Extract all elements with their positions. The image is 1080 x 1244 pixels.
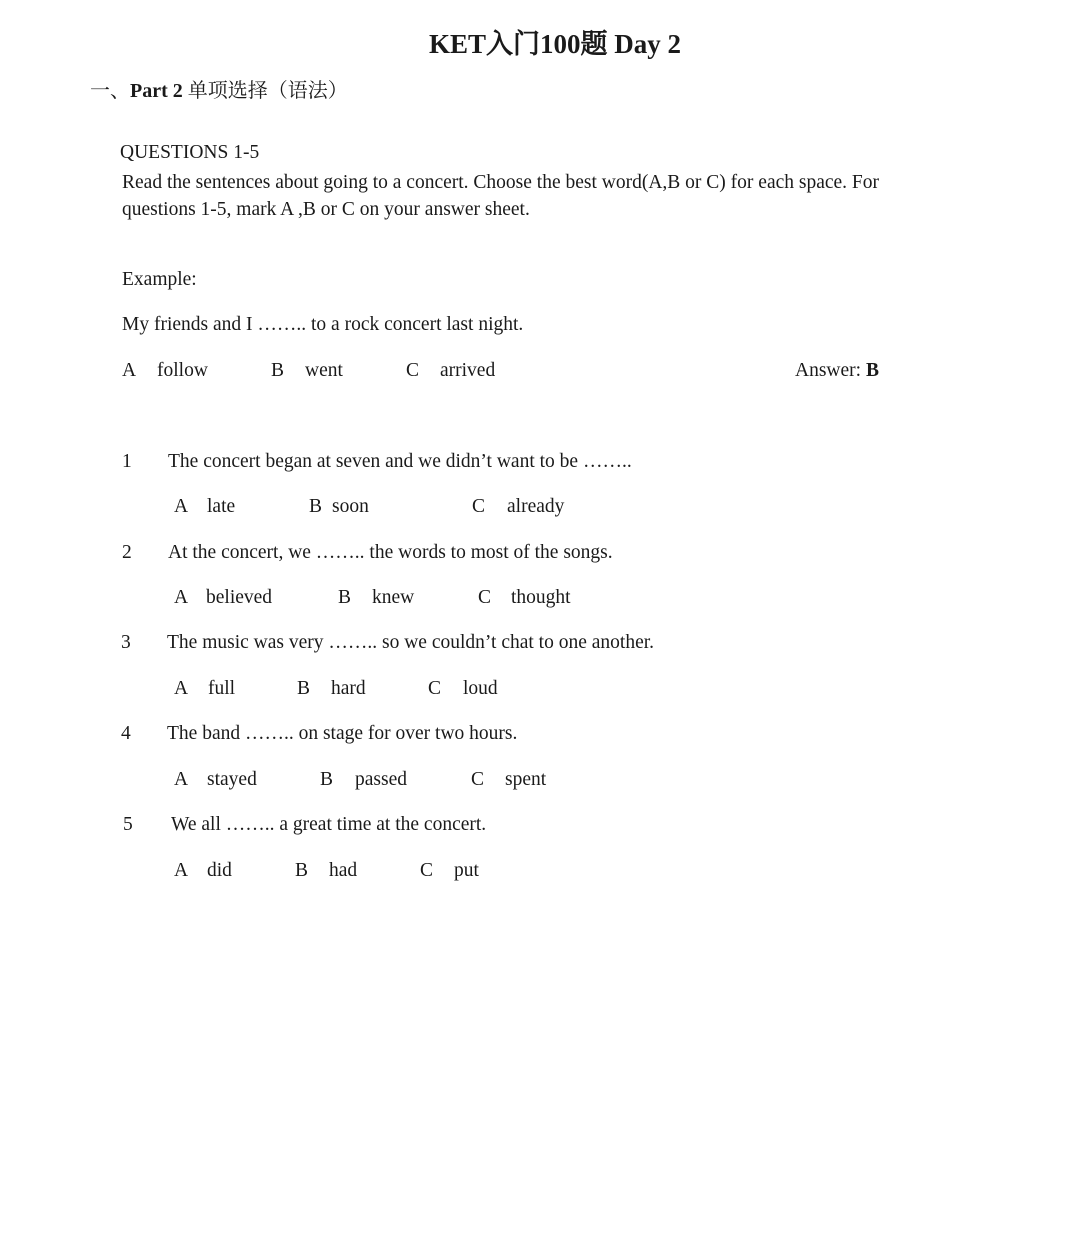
option-text: believed [206, 587, 273, 608]
option-text: thought [511, 587, 571, 608]
question-sentence: We all …….. a great time at the concert. [171, 814, 487, 835]
option-text: put [454, 860, 479, 881]
question-number: 5 [123, 814, 133, 835]
option-letter: A [174, 496, 189, 517]
option-text: late [207, 496, 236, 517]
option-text: had [329, 860, 358, 881]
example-option-c-text: arrived [440, 360, 496, 381]
question-sentence: The music was very …….. so we couldn’t chat to one another. [167, 632, 655, 653]
section-heading [90, 74, 348, 103]
example-sentence: My friends and I …….. to a rock concert last night. [122, 314, 524, 335]
option-text: stayed [207, 769, 257, 790]
section-prefix: 一、 [90, 80, 130, 102]
option-letter: C [478, 587, 492, 608]
example-option-a-letter: A [122, 360, 137, 381]
question-sentence: At the concert, we …….. the words to most of the songs. [168, 542, 613, 563]
option-text: soon [332, 496, 369, 517]
example-option-a-text: follow [157, 360, 208, 381]
option-letter: A [174, 678, 189, 699]
option-letter: C [428, 678, 442, 699]
question-number: 1 [122, 451, 132, 472]
question-number: 4 [121, 723, 131, 744]
option-letter: B [338, 587, 352, 608]
option-letter: C [471, 769, 485, 790]
example-answer [795, 360, 879, 382]
example-heading: Example: [122, 269, 197, 290]
example-option-b-letter: B [271, 360, 285, 381]
section-part: Part 2 [130, 80, 183, 102]
example-answer-label: Answer: [795, 360, 862, 381]
example-option-b-text: went [305, 360, 343, 381]
question-sentence: The concert began at seven and we didn’t want to be …….. [168, 451, 632, 472]
option-letter: B [309, 496, 323, 517]
option-text: already [507, 496, 565, 517]
option-text: knew [372, 587, 415, 608]
question-number: 2 [122, 542, 132, 563]
option-text: hard [331, 678, 366, 699]
questions-label: QUESTIONS 1-5 [120, 142, 260, 163]
option-letter: A [174, 587, 189, 608]
example-answer-value: B [865, 360, 879, 381]
section-label: 单项选择（语法） [187, 80, 348, 102]
option-letter: A [174, 860, 189, 881]
option-text: passed [355, 769, 407, 790]
option-letter: C [472, 496, 486, 517]
option-text: spent [505, 769, 547, 790]
option-letter: B [320, 769, 334, 790]
option-letter: B [297, 678, 311, 699]
instructions: Read the sentences about going to a concert. Choose the best word(A,B or C) for each space. For questions 1-5, mark A ,B or C on your answer sheet. [122, 172, 880, 220]
option-text: full [208, 678, 236, 699]
question-number: 3 [121, 632, 131, 653]
option-letter: A [174, 769, 189, 790]
option-letter: B [295, 860, 309, 881]
option-letter: C [420, 860, 434, 881]
option-text: loud [463, 678, 498, 699]
option-text: did [207, 860, 232, 881]
page-title: KET入门100题 Day 2 [428, 29, 682, 59]
question-sentence: The band …….. on stage for over two hours. [167, 723, 518, 744]
example-option-c-letter: C [406, 360, 420, 381]
